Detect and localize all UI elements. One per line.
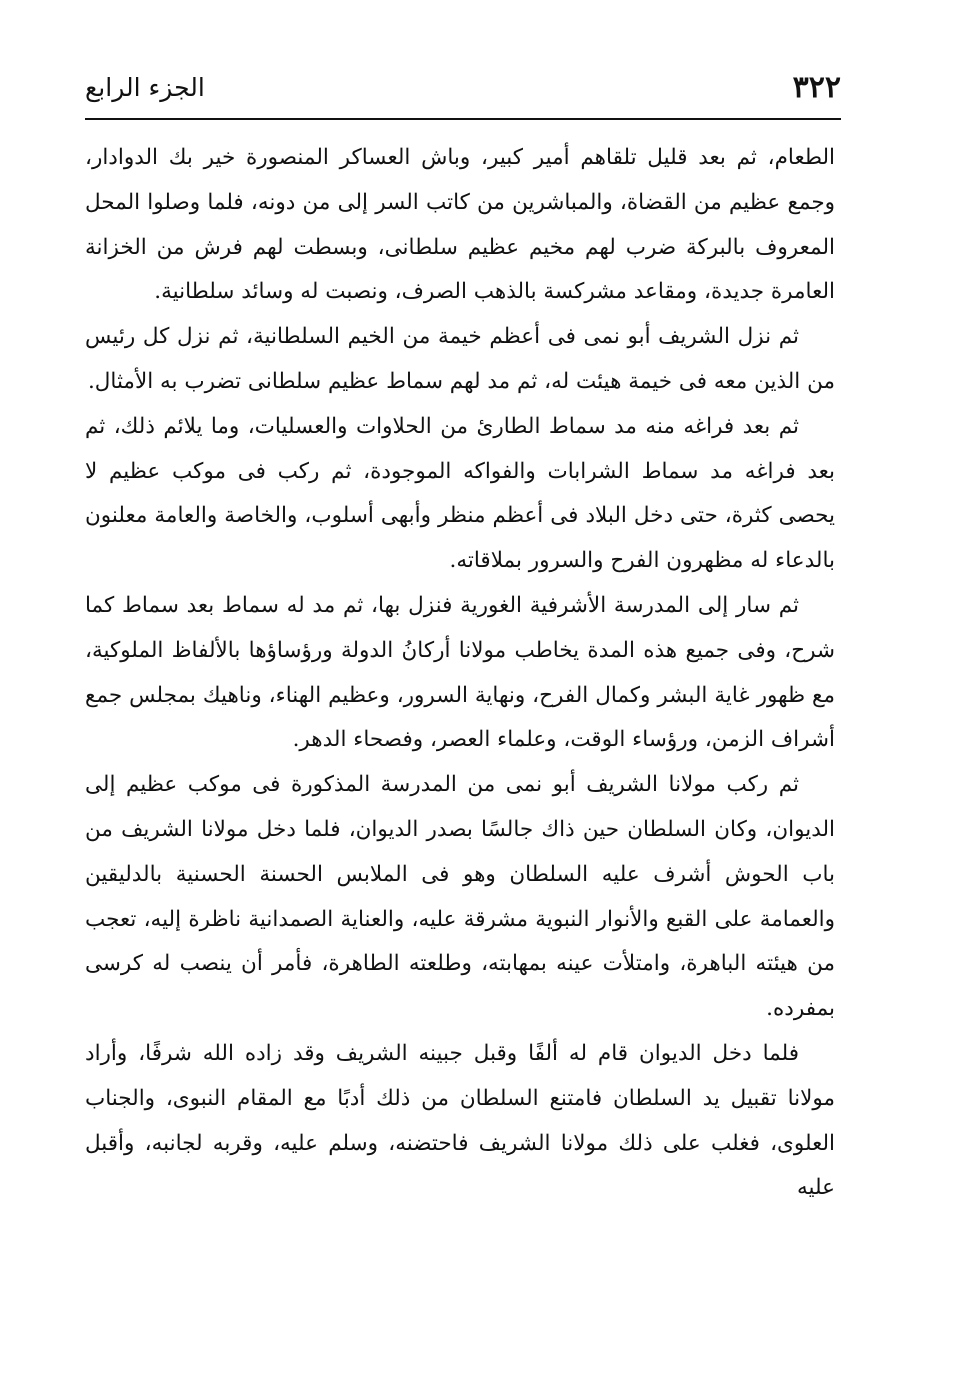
paragraph-6: فلما دخل الديوان قام له ألفًا وقبل جبينه الشريف وقد زاده الله شرفًا، وأراد مولانا تقبيل يد السلطان فامتنع السلطان من ذلك أدبًا مع المقام النبوى، والجناب العلوى، فغلب على ذلك مولانا الشريف فاحتضنه، وسلم عليه، وقربه لجانبه، وأقبل عليه — [85, 1040, 835, 1201]
page-number: ٣٢٢ — [792, 70, 841, 105]
paragraph-1: الطعام، ثم بعد قليل تلقاهم أمير كبير، وباش العساكر المنصورة خير بك الدوادار، وجمع عظيم من القضاة، والمباشرين من كاتب السر إلى من دونه، فلما وصلوا المحل المعروف بالبركة ضرب لهم مخيم عظيم سلطانى، وبسطت لهم فرش من الخزانة العامرة جديدة، ومقاعد مشركسة بالذهب الصرف، ونصبت له وسائد سلطانية. — [85, 145, 835, 305]
page-header — [85, 64, 841, 116]
paragraph-3: ثم بعد فراغه منه مد سماط الطارئ من الحلاوات والعسليات، وما يلائم ذلك، ثم بعد فراغه مد سماط الشرابات والفواكه الموجودة، ثم ركب فى موكب عظيم لا يحصى كثرة، حتى دخل البلاد فى أعظم منظر وأبهى أسلوب، والخاصة والعامة معلنون بالدعاء له مظهرون الفرح والسرور بملاقاته. — [85, 413, 835, 574]
paragraph-2: ثم نزل الشريف أبو نمى فى أعظم خيمة من الخيم السلطانية، ثم نزل كل رئيس من الذين معه فى خيمة هيئت له، ثم مد لهم سماط عظيم سلطانى تضرب به الأمثال. — [85, 324, 835, 394]
paragraph-4: ثم سار إلى المدرسة الأشرفية الغورية فنزل بها، ثم مد له سماط بعد سماط كما شرح، وفى جميع هذه المدة يخاطب مولانا أركانُ الدولة ورؤساؤها بالألفاظ الملوكية، مع ظهور غاية البشر وكمال الفرح، ونهاية السرور، وعظيم الهناء، وناهيك بمجلس جمع أشراف الزمن، ورؤساء الوقت، وعلماء العصر، وفصحاء الدهر. — [85, 592, 835, 753]
page-body — [85, 136, 835, 1211]
running-title: الجزء الرابع — [85, 73, 205, 102]
header-rule — [85, 118, 841, 120]
paragraph-5: ثم ركب مولانا الشريف أبو نمى من المدرسة المذكورة فى موكب عظيم إلى الديوان، وكان السلطان حين ذاك جالسًا بصدر الديوان، فلما دخل مولانا الشريف من باب الحوش أشرف عليه السلطان وهو فى الملابس الحسنة الحسنية بالدليقين والعمامة على القبع والأنوار النبوية مشرقة عليه، والعناية الصمدانية ناظرة إليه، تعجب من هيئته الباهرة، وامتلأت عينه بمهابته، وطلعته الطاهرة، فأمر أن ينصب له كرسى بمفرده. — [85, 772, 835, 1022]
